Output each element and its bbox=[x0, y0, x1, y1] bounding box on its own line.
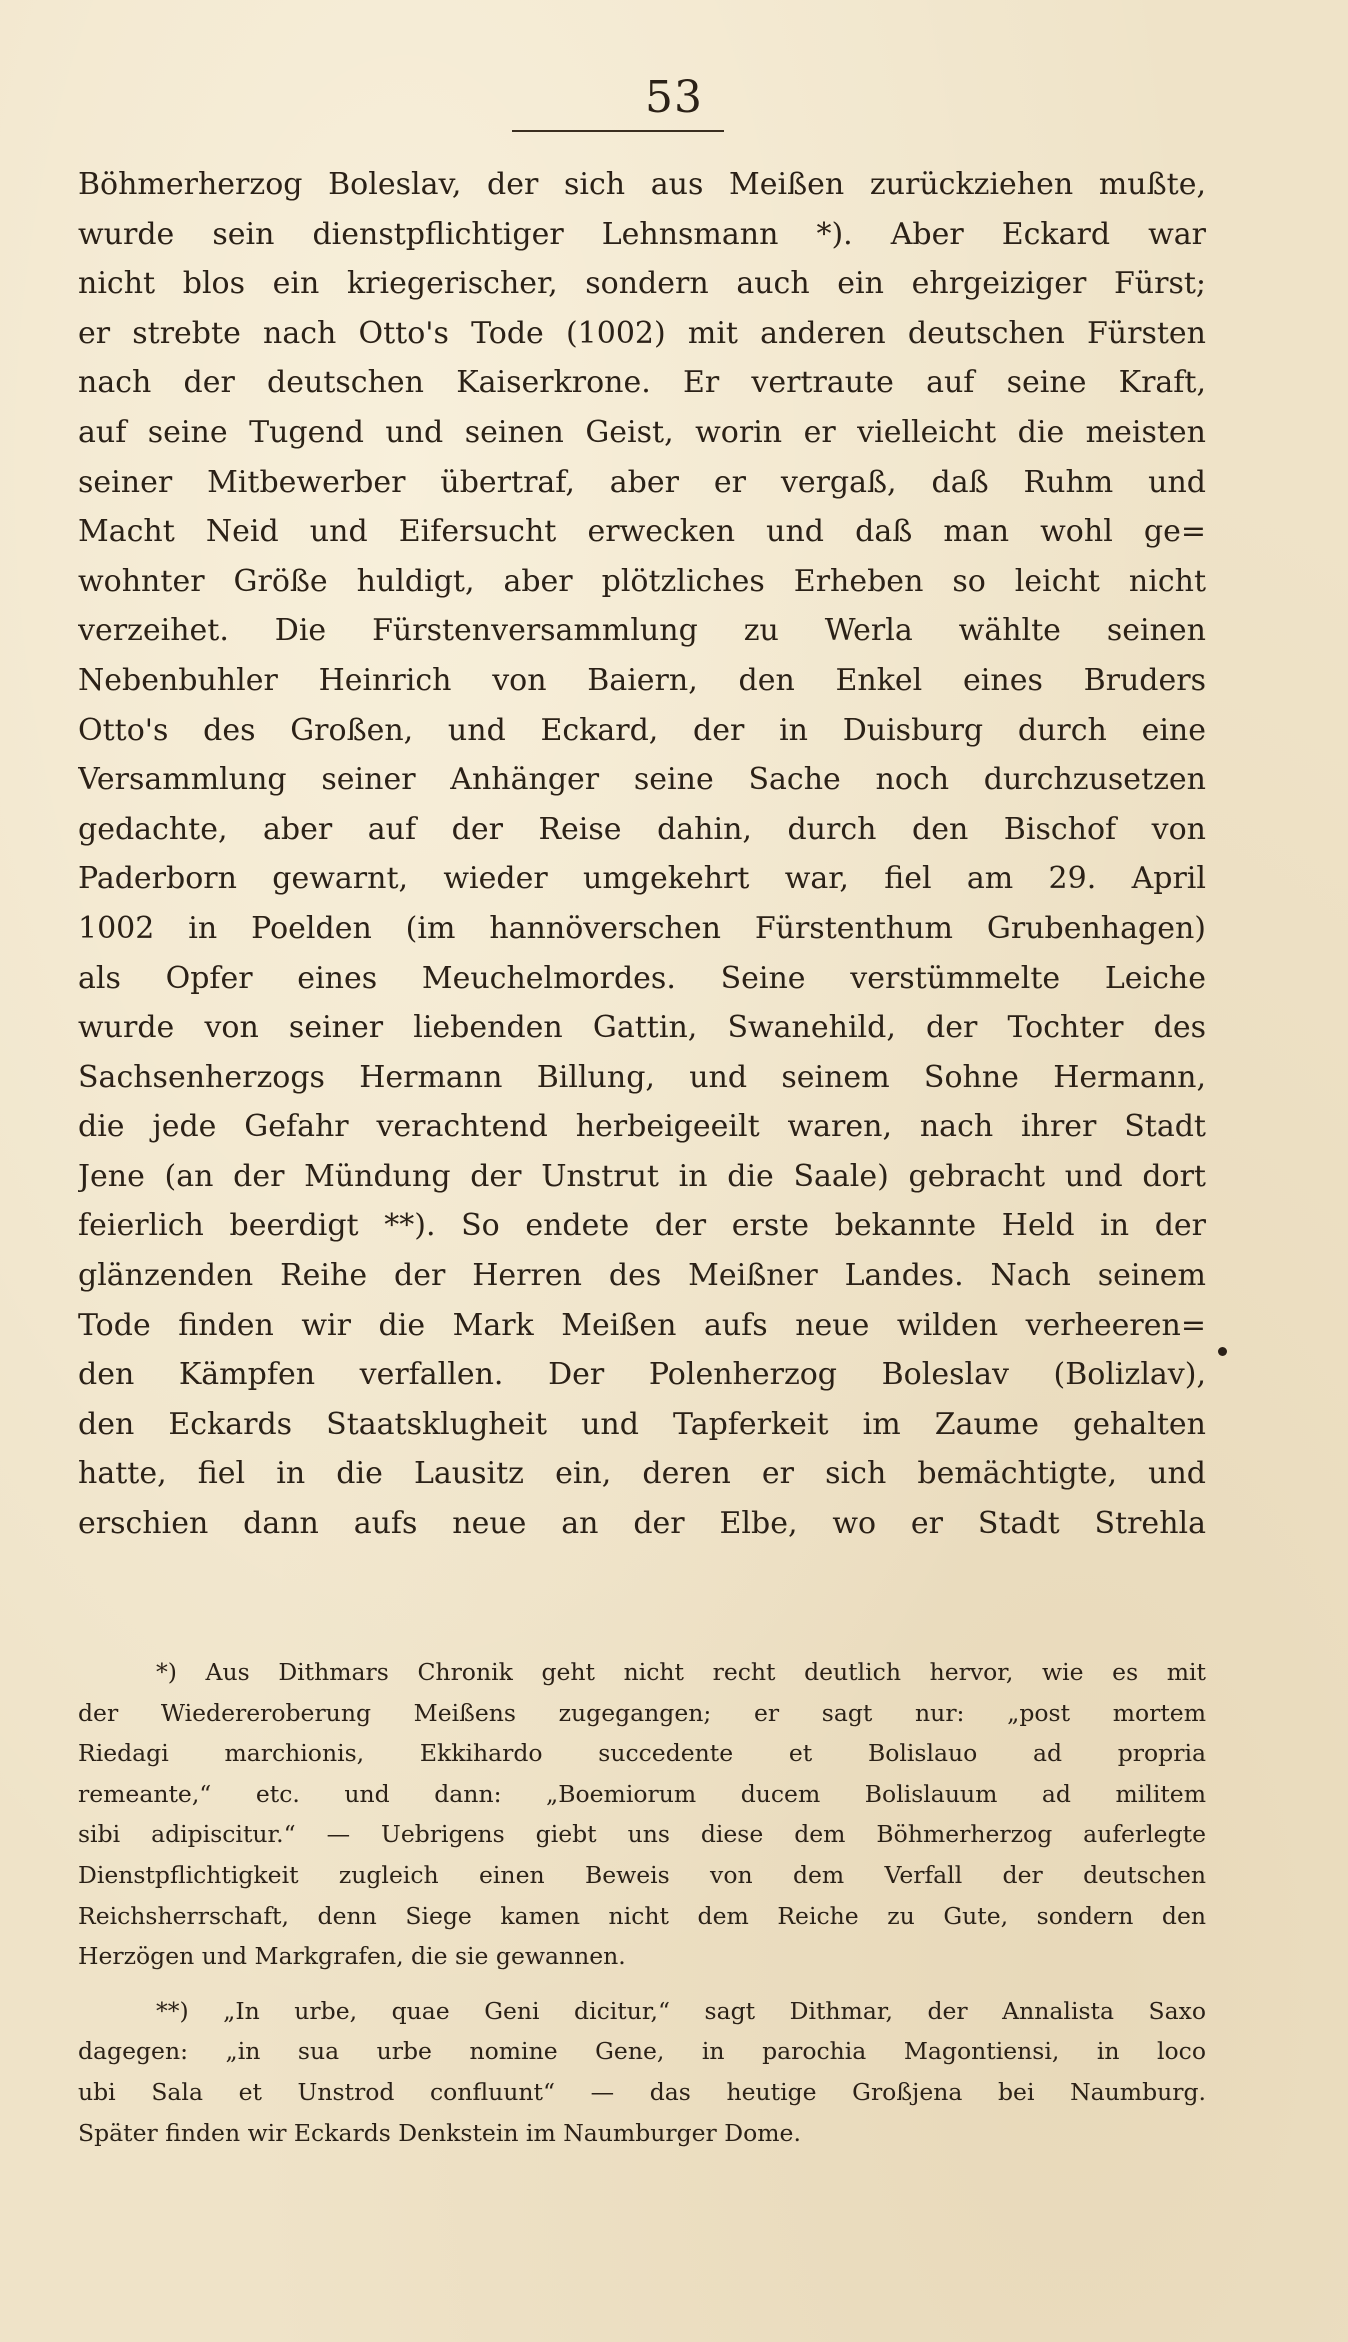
footnote-line: sibi adipiscitur.“ — Uebrigens giebt uns diese dem Böhmerherzog auferlegte bbox=[78, 1820, 1206, 1849]
text-line: Jene (an der Mündung der Unstrut in die Saale) gebracht und dort bbox=[78, 1158, 1206, 1194]
footnotes bbox=[78, 1652, 1206, 2153]
text-line: gedachte, aber auf der Reise dahin, durch den Bischof von bbox=[78, 811, 1206, 847]
text-line: erschien dann aufs neue an der Elbe, wo er Stadt Strehla bbox=[78, 1506, 1206, 1542]
page-number-rule bbox=[512, 130, 724, 132]
text-line: nicht blos ein kriegerischer, sondern auch ein ehrgeiziger Fürst; bbox=[78, 266, 1206, 302]
text-line: als Opfer eines Meuchelmordes. Seine verstümmelte Leiche bbox=[78, 960, 1206, 996]
text-line: glänzenden Reihe der Herren des Meißner Landes. Nach seinem bbox=[78, 1258, 1206, 1294]
text-line: Paderborn gewarnt, wieder umgekehrt war, fiel am 29. April bbox=[78, 861, 1206, 897]
text-line: er strebte nach Otto's Tode (1002) mit anderen deutschen Fürsten bbox=[78, 315, 1206, 351]
footnote-2 bbox=[78, 1991, 1206, 2153]
footnote-line: Später finden wir Eckards Denkstein im Naumburger Dome. bbox=[78, 2118, 801, 2147]
ink-speck bbox=[1218, 1347, 1227, 1356]
main-text bbox=[78, 160, 1206, 1549]
footnote-line: ubi Sala et Unstrod confluunt“ — das heutige Großjena bei Naumburg. bbox=[78, 2077, 1206, 2106]
text-line: Böhmerherzog Boleslav, der sich aus Meißen zurückziehen mußte, bbox=[78, 167, 1206, 202]
footnote-line: remeante,“ etc. und dann: „Boemiorum ducem Bolislauum ad militem bbox=[78, 1779, 1206, 1808]
text-line: wohnter Größe huldigt, aber plötzliches Erheben so leicht nicht bbox=[78, 563, 1206, 599]
text-line: Nebenbuhler Heinrich von Baiern, den Enkel eines Bruders bbox=[78, 662, 1206, 698]
text-line: nach der deutschen Kaiserkrone. Er vertraute auf seine Kraft, bbox=[78, 365, 1206, 401]
page-number: 53 bbox=[645, 72, 703, 123]
footnote-line: Herzögen und Markgrafen, die sie gewannen. bbox=[78, 1942, 626, 1971]
text-line: Sachsenherzogs Hermann Billung, und seinem Sohne Hermann, bbox=[78, 1059, 1206, 1095]
text-line: Macht Neid und Eifersucht erwecken und daß man wohl ge= bbox=[78, 514, 1206, 550]
text-line: 1002 in Poelden (im hannöverschen Fürstenthum Grubenhagen) bbox=[78, 910, 1206, 946]
footnote-line: Riedagi marchionis, Ekkihardo succedente et Bolislauo ad propria bbox=[78, 1739, 1206, 1768]
text-line: seiner Mitbewerber übertraf, aber er vergaß, daß Ruhm und bbox=[78, 464, 1206, 500]
footnote-gap bbox=[78, 1977, 1206, 1991]
footnote-line: der Wiedereroberung Meißens zugegangen; er sagt nur: „post mortem bbox=[78, 1698, 1206, 1727]
text-line: Versammlung seiner Anhänger seine Sache noch durchzusetzen bbox=[78, 762, 1206, 798]
footnote-line: dagegen: „in sua urbe nomine Gene, in parochia Magontiensi, in loco bbox=[78, 2037, 1206, 2066]
text-line: wurde sein dienstpflichtiger Lehnsmann *). Aber Eckard war bbox=[78, 216, 1206, 252]
text-line: feierlich beerdigt **). So endete der erste bekannte Held in der bbox=[78, 1208, 1206, 1244]
text-line: die jede Gefahr verachtend herbeigeeilt waren, nach ihrer Stadt bbox=[78, 1109, 1206, 1145]
text-line: den Kämpfen verfallen. Der Polenherzog Boleslav (Bolizlav), bbox=[78, 1357, 1206, 1393]
footnote-line: Dienstpflichtigkeit zugleich einen Beweis von dem Verfall der deutschen bbox=[78, 1860, 1206, 1889]
text-line: hatte, fiel in die Lausitz ein, deren er sich bemächtigte, und bbox=[78, 1456, 1206, 1492]
text-line: verzeihet. Die Fürstenversammlung zu Werla wählte seinen bbox=[78, 613, 1206, 649]
text-line: den Eckards Staatsklugheit und Tapferkeit im Zaume gehalten bbox=[78, 1406, 1206, 1442]
text-line: Otto's des Großen, und Eckard, der in Duisburg durch eine bbox=[78, 712, 1206, 748]
footnote-line: Reichsherrschaft, denn Siege kamen nicht dem Reiche zu Gute, sondern den bbox=[78, 1901, 1206, 1930]
footnote-line: *) Aus Dithmars Chronik geht nicht recht deutlich hervor, wie es mit bbox=[156, 1658, 1206, 1686]
footnote-line: **) „In urbe, quae Geni dicitur,“ sagt Dithmar, der Annalista Saxo bbox=[156, 1996, 1206, 2025]
text-line: Tode finden wir die Mark Meißen aufs neue wilden verheeren= bbox=[78, 1307, 1206, 1343]
text-line: wurde von seiner liebenden Gattin, Swanehild, der Tochter des bbox=[78, 1010, 1206, 1046]
text-line: auf seine Tugend und seinen Geist, worin er vielleicht die meisten bbox=[78, 414, 1206, 450]
footnote-1 bbox=[78, 1652, 1206, 1977]
